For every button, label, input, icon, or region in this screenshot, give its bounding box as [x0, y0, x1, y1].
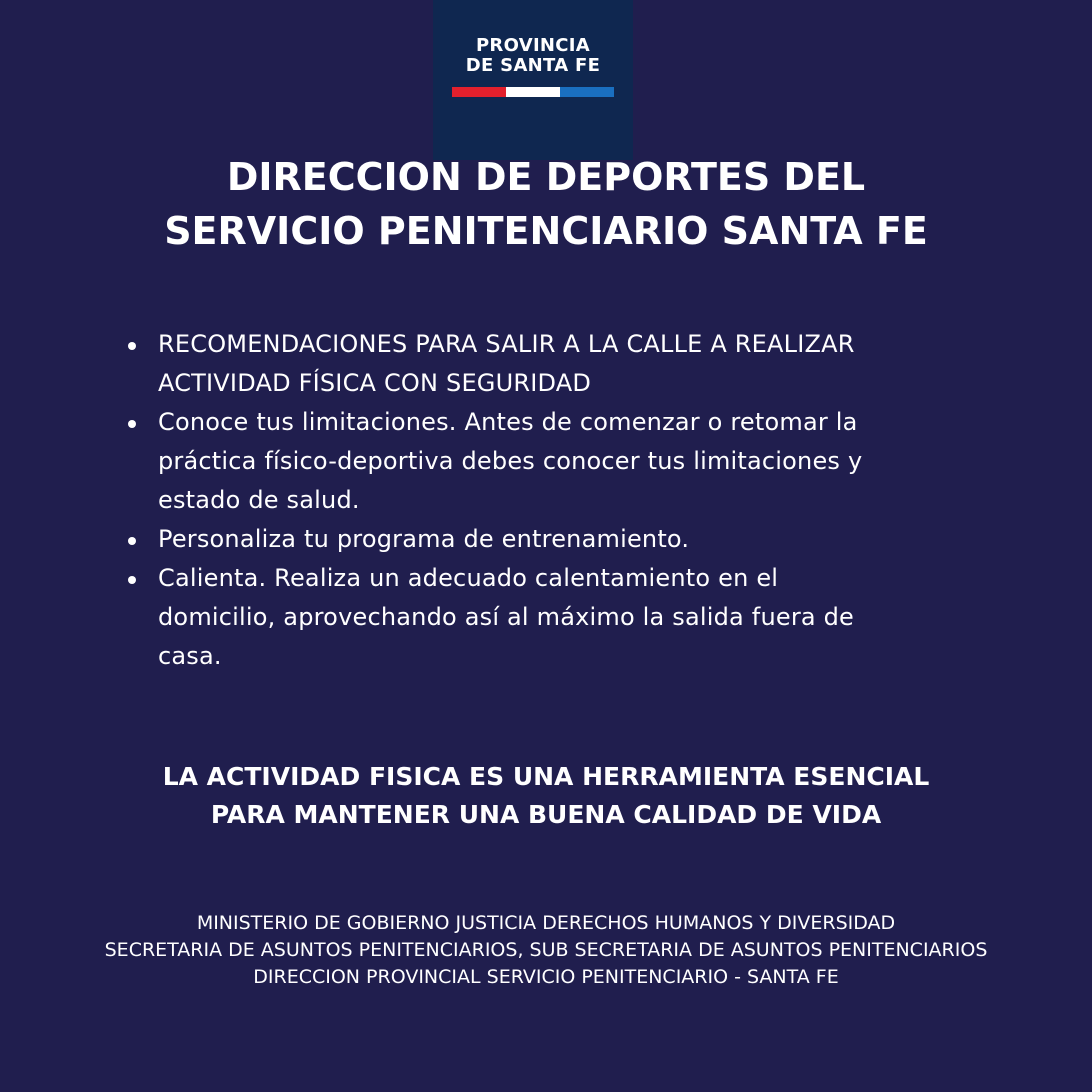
flag-stripe-red: [452, 87, 506, 97]
list-item: [158, 325, 1058, 403]
list-item-line: Conoce tus limitaciones. Antes de comenzar o retomar la: [158, 408, 858, 436]
list-item-line: Personaliza tu programa de entrenamiento.: [158, 525, 690, 553]
list-item-line: estado de salud.: [158, 486, 360, 514]
page-title-line-2: SERVICIO PENITENCIARIO SANTA FE: [164, 209, 928, 253]
list-item: [158, 520, 1058, 559]
bullet-dot-icon: [128, 420, 136, 428]
list-item-line: RECOMENDACIONES PARA SALIR A LA CALLE A REALIZAR: [158, 330, 855, 358]
footer-line-1: MINISTERIO DE GOBIERNO JUSTICIA DERECHOS HUMANOS Y DIVERSIDAD: [196, 912, 896, 934]
footer-credits: [0, 910, 1092, 991]
flag-stripe-blue: [560, 87, 614, 97]
list-item: [158, 403, 1058, 520]
motto-line-2: PARA MANTENER UNA BUENA CALIDAD DE VIDA: [210, 800, 882, 829]
page-title: [0, 150, 1092, 258]
list-item-line: domicilio, aprovechando así al máximo la salida fuera de: [158, 603, 855, 631]
motto-line-1: LA ACTIVIDAD FISICA ES UNA HERRAMIENTA ESENCIAL: [162, 762, 930, 791]
province-logo: [433, 0, 633, 160]
bullet-dot-icon: [128, 576, 136, 584]
logo-line-1: PROVINCIA: [475, 35, 591, 56]
logo-text: [433, 36, 633, 76]
list-item-line: práctica físico-deportiva debes conocer tus limitaciones y: [158, 447, 863, 475]
footer-line-2: SECRETARIA DE ASUNTOS PENITENCIARIOS, SUB SECRETARIA DE ASUNTOS PENITENCIARIOS: [104, 939, 988, 961]
bullet-dot-icon: [128, 342, 136, 350]
bullet-dot-icon: [128, 537, 136, 545]
flag-stripe: [452, 87, 614, 97]
list-item: [158, 559, 1058, 676]
footer-line-3: DIRECCION PROVINCIAL SERVICIO PENITENCIARIO - SANTA FE: [253, 966, 839, 988]
page-title-line-1: DIRECCION DE DEPORTES DEL: [226, 155, 866, 199]
recommendations-list: [158, 325, 1058, 676]
motto-text: [0, 758, 1092, 834]
logo-line-2: DE SANTA FE: [465, 55, 601, 76]
list-item-line: casa.: [158, 642, 222, 670]
list-item-line: ACTIVIDAD FÍSICA CON SEGURIDAD: [158, 369, 592, 397]
flag-stripe-white: [506, 87, 560, 97]
list-item-line: Calienta. Realiza un adecuado calentamiento en el: [158, 564, 779, 592]
